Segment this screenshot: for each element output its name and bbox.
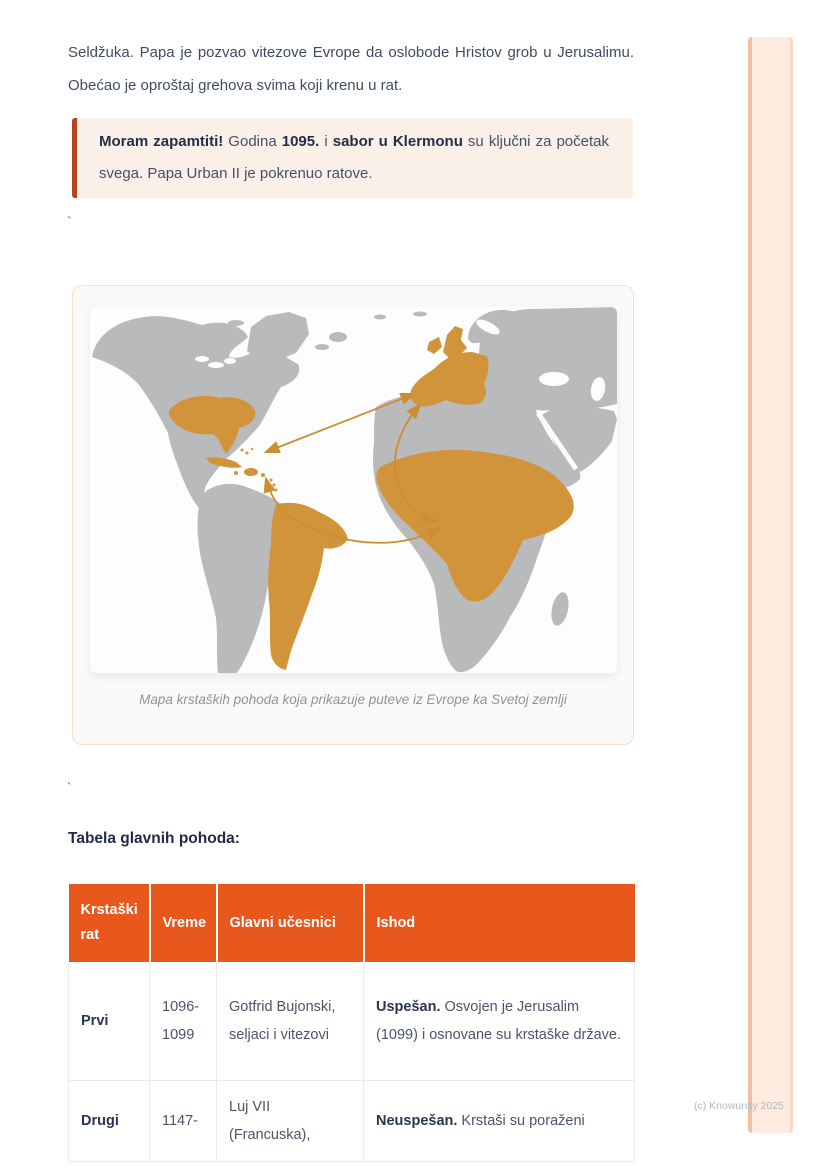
- col-header-krstaski-rat: Krstaški rat: [69, 884, 150, 962]
- intro-paragraph: Seldžuka. Papa je pozvao vitezove Evrope da oslobode Hristov grob u Jerusalimu. Obećao je oproštaj grehova svima koji krenu u rat.: [68, 44, 634, 94]
- outcome-detail: Osvojen je Jerusalim (1099) i osnovane su krstaške države.: [376, 998, 622, 1043]
- copyright-label: (c) Knowunity 2025: [694, 1100, 784, 1112]
- world-map-svg: [90, 307, 617, 673]
- cell-outcome: [364, 962, 635, 1080]
- callout-regular-3: su ključni za početak svega. Papa Urban II je pokrenuo ratove.: [99, 133, 609, 182]
- cell-participants: Gotfrid Bujonski, seljaci i vitezovi: [217, 962, 364, 1080]
- stray-backtick-2: `: [67, 780, 72, 795]
- callout-regular-2: i: [319, 133, 333, 150]
- table-header: [69, 884, 635, 962]
- table-row: [69, 962, 635, 1080]
- page-edge-bar: [748, 37, 793, 1133]
- cell-participants: Luj VII (Francuska),: [217, 1080, 364, 1161]
- cell-name: Drugi: [69, 1080, 150, 1161]
- col-header-vreme: Vreme: [150, 884, 217, 962]
- col-header-glavni-ucesnici: Glavni učesnici: [217, 884, 364, 962]
- outcome-detail: Krstaši su poraženi: [457, 1112, 585, 1129]
- cell-time: 1096-1099: [150, 962, 217, 1080]
- callout-bold-1: Moram zapamtiti!: [99, 133, 224, 150]
- cell-name: Prvi: [69, 962, 150, 1080]
- callout-bold-3: sabor u Klermonu: [332, 133, 463, 150]
- world-map-image: [90, 307, 617, 673]
- callout-regular-1: Godina: [223, 133, 282, 150]
- table-row: [69, 1080, 635, 1161]
- crusades-table: [68, 884, 635, 1162]
- cell-outcome: [364, 1080, 635, 1161]
- callout-bold-2: 1095.: [281, 133, 320, 150]
- cell-time: 1147-: [150, 1080, 217, 1161]
- outcome-status: Uspešan.: [376, 998, 441, 1015]
- stray-backtick-1: `: [67, 214, 72, 229]
- callout-text: [99, 126, 609, 190]
- table-heading: Tabela glavnih pohoda:: [68, 830, 240, 847]
- map-figure-card: [72, 285, 634, 745]
- col-header-ishod: Ishod: [364, 884, 635, 962]
- note-callout: [72, 118, 633, 198]
- outcome-status: Neuspešan.: [376, 1112, 458, 1129]
- map-caption: Mapa krstaških pohoda koja prikazuje puteve iz Evrope ka Svetoj zemlji: [139, 692, 567, 707]
